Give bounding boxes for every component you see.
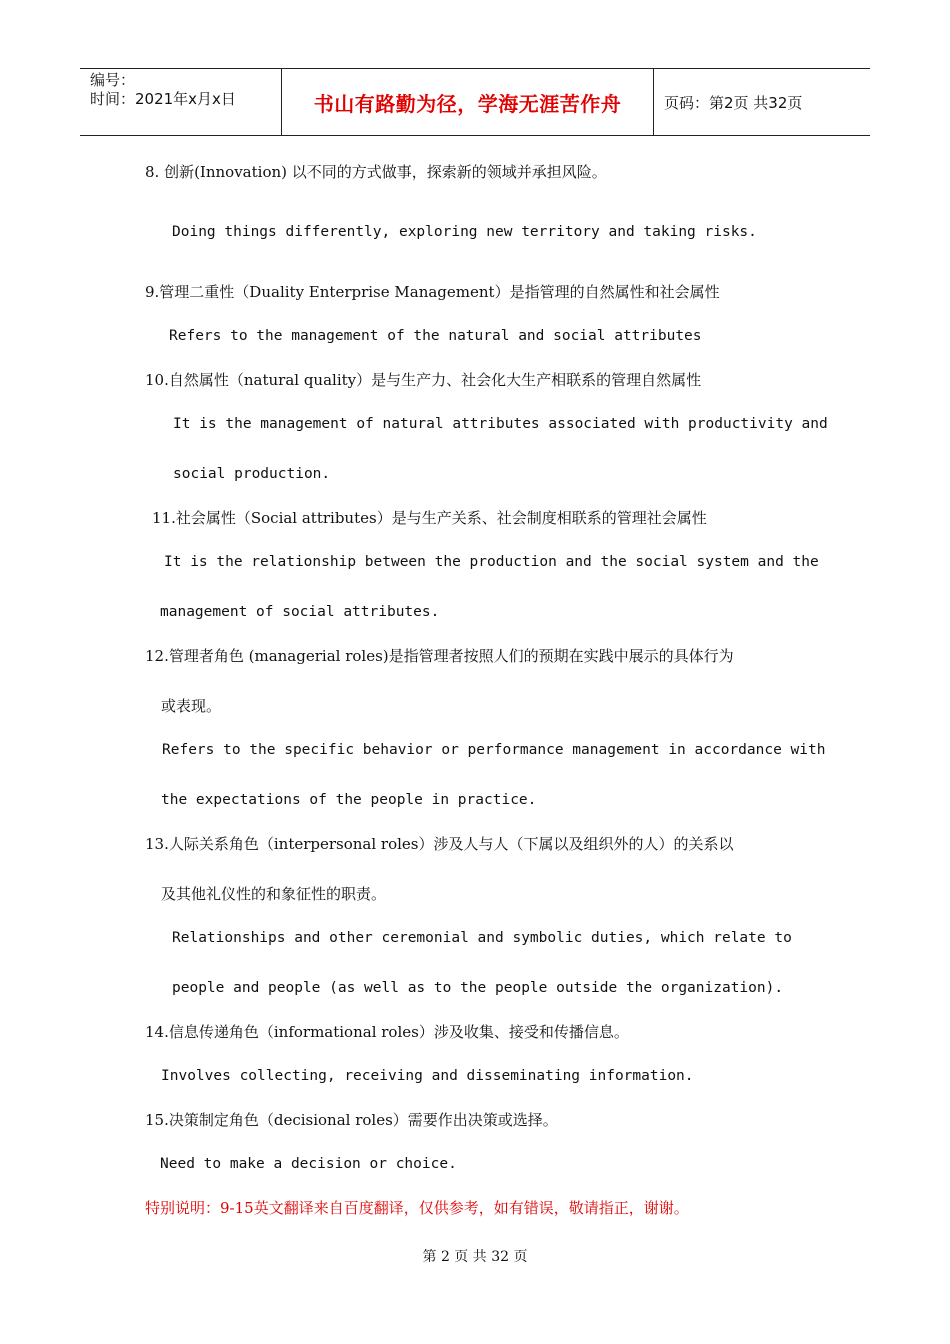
item-11-en-1: It is the relationship between the production and the social system and the	[164, 554, 819, 570]
header-page-cell	[654, 69, 870, 135]
header-meta	[80, 69, 282, 135]
item-8-zh: 8. 创新(Innovation) 以不同的方式做事，探索新的领域并承担风险。	[145, 163, 607, 181]
item-10-en-2: social production.	[173, 466, 331, 482]
item-12-en-2: the expectations of the people in practice.	[161, 792, 537, 808]
item-9-zh: 9.管理二重性（Duality Enterprise Management）是指管理的自然属性和社会属性	[145, 283, 720, 301]
item-12-en-1: Refers to the specific behavior or performance management in accordance with	[162, 742, 826, 758]
header-page-info: 页码：第2页 共32页	[664, 93, 803, 112]
translation-note: 特别说明：9-15英文翻译来自百度翻译，仅供参考，如有错误，敬请指正，谢谢。	[145, 1199, 689, 1217]
item-13-zh-2: 及其他礼仪性的和象征性的职责。	[161, 885, 387, 903]
item-9-en: Refers to the management of the natural and social attributes	[169, 328, 702, 344]
item-12-zh-1: 12.管理者角色 (managerial roles)是指管理者按照人们的预期在实践中展示的具体行为	[145, 647, 734, 665]
item-12-zh-2: 或表现。	[161, 697, 222, 715]
page-header	[80, 68, 870, 136]
item-10-en-1: It is the management of natural attributes associated with productivity and	[173, 416, 828, 432]
header-motto: 书山有路勤为径，学海无涯苦作舟	[313, 91, 622, 116]
item-10-zh: 10.自然属性（natural quality）是与生产力、社会化大生产相联系的管理自然属性	[145, 371, 702, 389]
item-15-zh: 15.决策制定角色（decisional roles）需要作出决策或选择。	[145, 1111, 558, 1129]
item-8-en: Doing things differently, exploring new territory and taking risks.	[172, 224, 757, 240]
page-footer: 第 2 页 共 32 页	[422, 1249, 528, 1265]
item-13-en-2: people and people (as well as to the people outside the organization).	[172, 980, 784, 996]
item-14-zh: 14.信息传递角色（informational roles）涉及收集、接受和传播信息。	[145, 1023, 629, 1041]
item-14-en: Involves collecting, receiving and disseminating information.	[161, 1068, 694, 1084]
item-11-en-2: management of social attributes.	[160, 604, 440, 620]
item-13-en-1: Relationships and other ceremonial and symbolic duties, which relate to	[172, 930, 792, 946]
item-15-en: Need to make a decision or choice.	[160, 1156, 457, 1172]
header-motto-cell	[282, 69, 654, 135]
item-13-zh-1: 13.人际关系角色（interpersonal roles）涉及人与人（下属以及组织外的人）的关系以	[145, 835, 734, 853]
item-11-zh: 11.社会属性（Social attributes）是与生产关系、社会制度相联系的管理社会属性	[152, 509, 707, 527]
document-number-label: 编号：	[90, 71, 136, 89]
document-date: 时间：2021年x月x日	[90, 90, 236, 108]
